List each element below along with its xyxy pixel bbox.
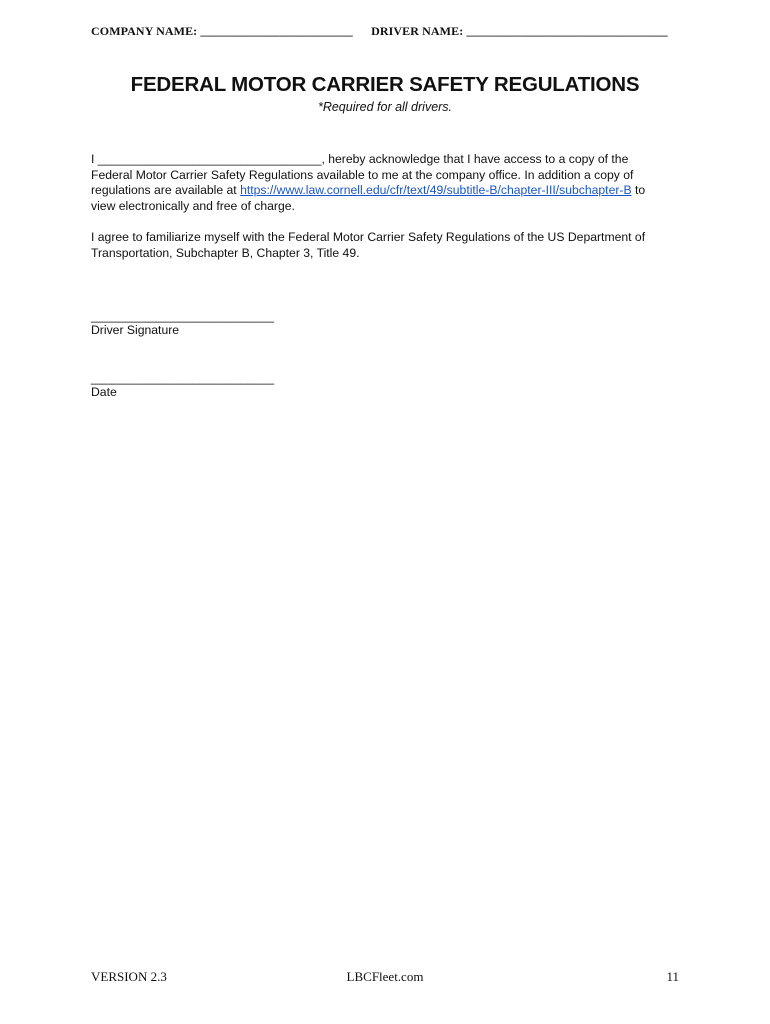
- acknowledgement-paragraph: [91, 152, 691, 214]
- footer-site: LBCFleet.com: [346, 969, 424, 984]
- acknowledgement-line-3-end: to: [631, 183, 646, 198]
- acknowledgement-line-4: view electronically and free of charge.: [91, 198, 295, 213]
- footer-version: VERSION 2.3: [91, 969, 167, 984]
- acknowledgement-line-3-text: regulations are available at: [91, 183, 241, 198]
- page-title: FEDERAL MOTOR CARRIER SAFETY REGULATIONS: [130, 73, 640, 96]
- company-name-field[interactable]: _________________________: [200, 24, 353, 38]
- agreement-paragraph: [91, 230, 691, 261]
- date-field[interactable]: ___________________________: [91, 371, 275, 385]
- footer-page-number: 11: [666, 969, 679, 984]
- agreement-line-1: I agree to familiarize myself with the Federal Motor Carrier Safety Regulations of the US Department of: [91, 230, 646, 244]
- form-header: [91, 24, 668, 39]
- date-label: Date: [91, 385, 117, 399]
- acknowledgement-line-2: Federal Motor Carrier Safety Regulations available to me at the company office. In addition a copy of: [91, 167, 634, 182]
- acknowledgement-line-3: [91, 183, 691, 199]
- driver-name-label: DRIVER NAME:: [371, 24, 464, 38]
- acknowledgement-line-1[interactable]: I _________________________________, hereby acknowledge that I have access to a copy of the: [91, 152, 629, 166]
- driver-signature-field[interactable]: ___________________________: [91, 309, 275, 323]
- agreement-line-2: Transportation, Subchapter B, Chapter 3, Title 49.: [91, 245, 360, 260]
- driver-name-field[interactable]: _________________________________: [466, 24, 668, 38]
- regulations-link[interactable]: https://www.law.cornell.edu/cfr/text/49/subtitle-B/chapter-III/subchapter-B: [240, 183, 632, 198]
- company-name-label: COMPANY NAME:: [91, 24, 198, 38]
- driver-signature-label: Driver Signature: [91, 323, 180, 337]
- page-subtitle: *Required for all drivers.: [317, 100, 453, 114]
